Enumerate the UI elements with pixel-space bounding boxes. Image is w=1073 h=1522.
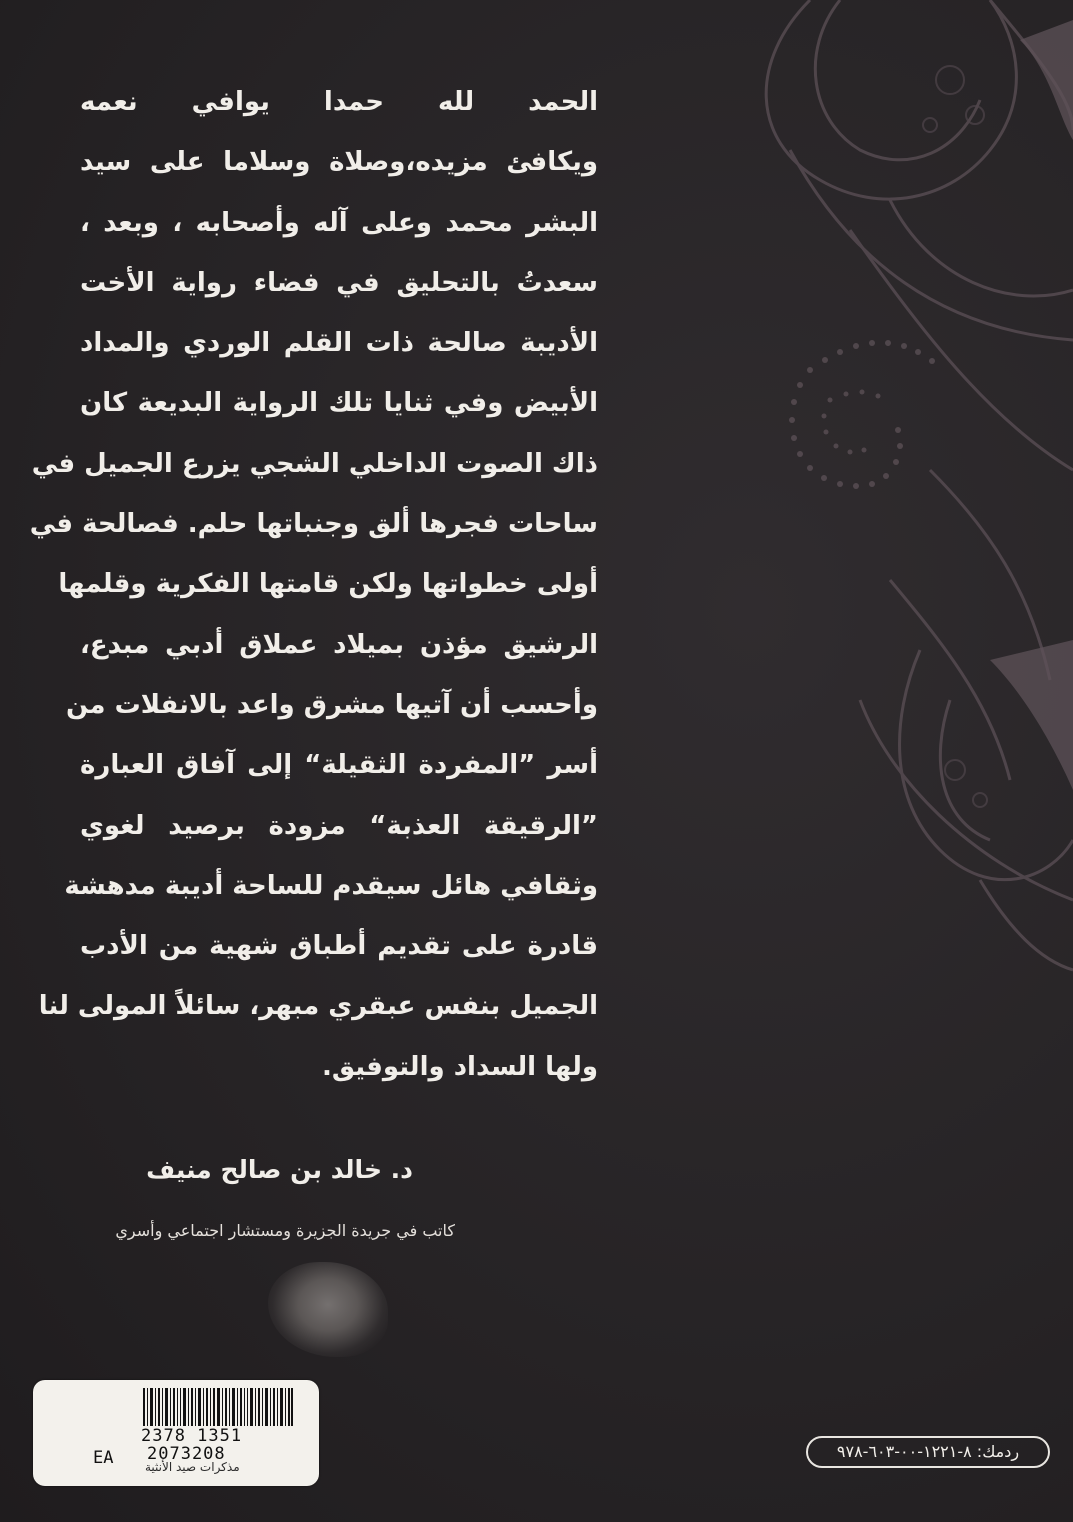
- blurb-line: الحمد لله حمدا يوافي نعمه: [80, 87, 598, 117]
- author-name: د. خالد بن صالح منيف: [146, 1155, 413, 1184]
- accession-number: 2073208: [147, 1444, 226, 1464]
- floral-ornament: [690, 0, 1073, 1522]
- blurb-line: ولها السداد والتوفيق.: [321, 1051, 598, 1082]
- blurb-line: ”الرقيقة العذبة“ مزودة برصيد لغوي: [80, 810, 598, 841]
- blurb-line: ويكافئ مزيده،وصلاة وسلاما على سيد: [80, 147, 598, 178]
- blurb-line: أولى خطواتها ولكن قامتها الفكرية وقلمها: [58, 569, 598, 600]
- barcode-number: 2378 1351: [141, 1426, 243, 1446]
- blurb-line: سعدتُ بالتحليق في فضاء رواية الأخت: [80, 267, 598, 298]
- label-title-stamp: مذكرات صيد الأنثية: [145, 1460, 240, 1474]
- blurb-line: ذاك الصوت الداخلي الشجي يزرع الجميل في: [31, 448, 598, 479]
- isbn-box: ردمك: ٨-١٢٢١-٠٠-٦٠٣-٩٧٨: [806, 1436, 1050, 1468]
- blurb-line: الرشيق مؤذن بميلاد عملاق أدبي مبدع،: [80, 629, 598, 660]
- blurb-line: وثقافي هائل سيقدم للساحة أديبة مدهشة: [64, 870, 598, 901]
- blurb-text: [29, 72, 598, 1097]
- barcode-icon: [143, 1388, 293, 1426]
- blurb-line: الأديبة صالحة ذات القلم الوردي والمداد: [80, 328, 598, 359]
- blurb-line: الأبيض وفي ثنايا تلك الرواية البديعة كان: [80, 388, 598, 419]
- blurb-line: ساحات فجرها ألق وجنباتها حلم. فصالحة في: [29, 509, 598, 540]
- author-title: كاتب في جريدة الجزيرة ومستشار اجتماعي وأسري: [115, 1221, 455, 1240]
- blurb-line: الجميل بنفس عبقري مبهر، سائلاً المولى لنا: [38, 991, 598, 1022]
- library-sticker: [33, 1380, 319, 1486]
- blurb-line: قادرة على تقديم أطباق شهية من الأدب: [80, 931, 598, 962]
- label-prefix: EA: [93, 1448, 114, 1468]
- blurb-line: وأحسب أن آتيها مشرق واعد بالانفلات من: [66, 689, 598, 720]
- blurb-line: البشر محمد وعلى آله وأصحابه ، وبعد ،: [80, 207, 598, 238]
- blurb-line: أسر ”المفردة الثقيلة“ إلى آفاق العبارة: [80, 750, 598, 781]
- cover-scuff-mark: [268, 1262, 388, 1357]
